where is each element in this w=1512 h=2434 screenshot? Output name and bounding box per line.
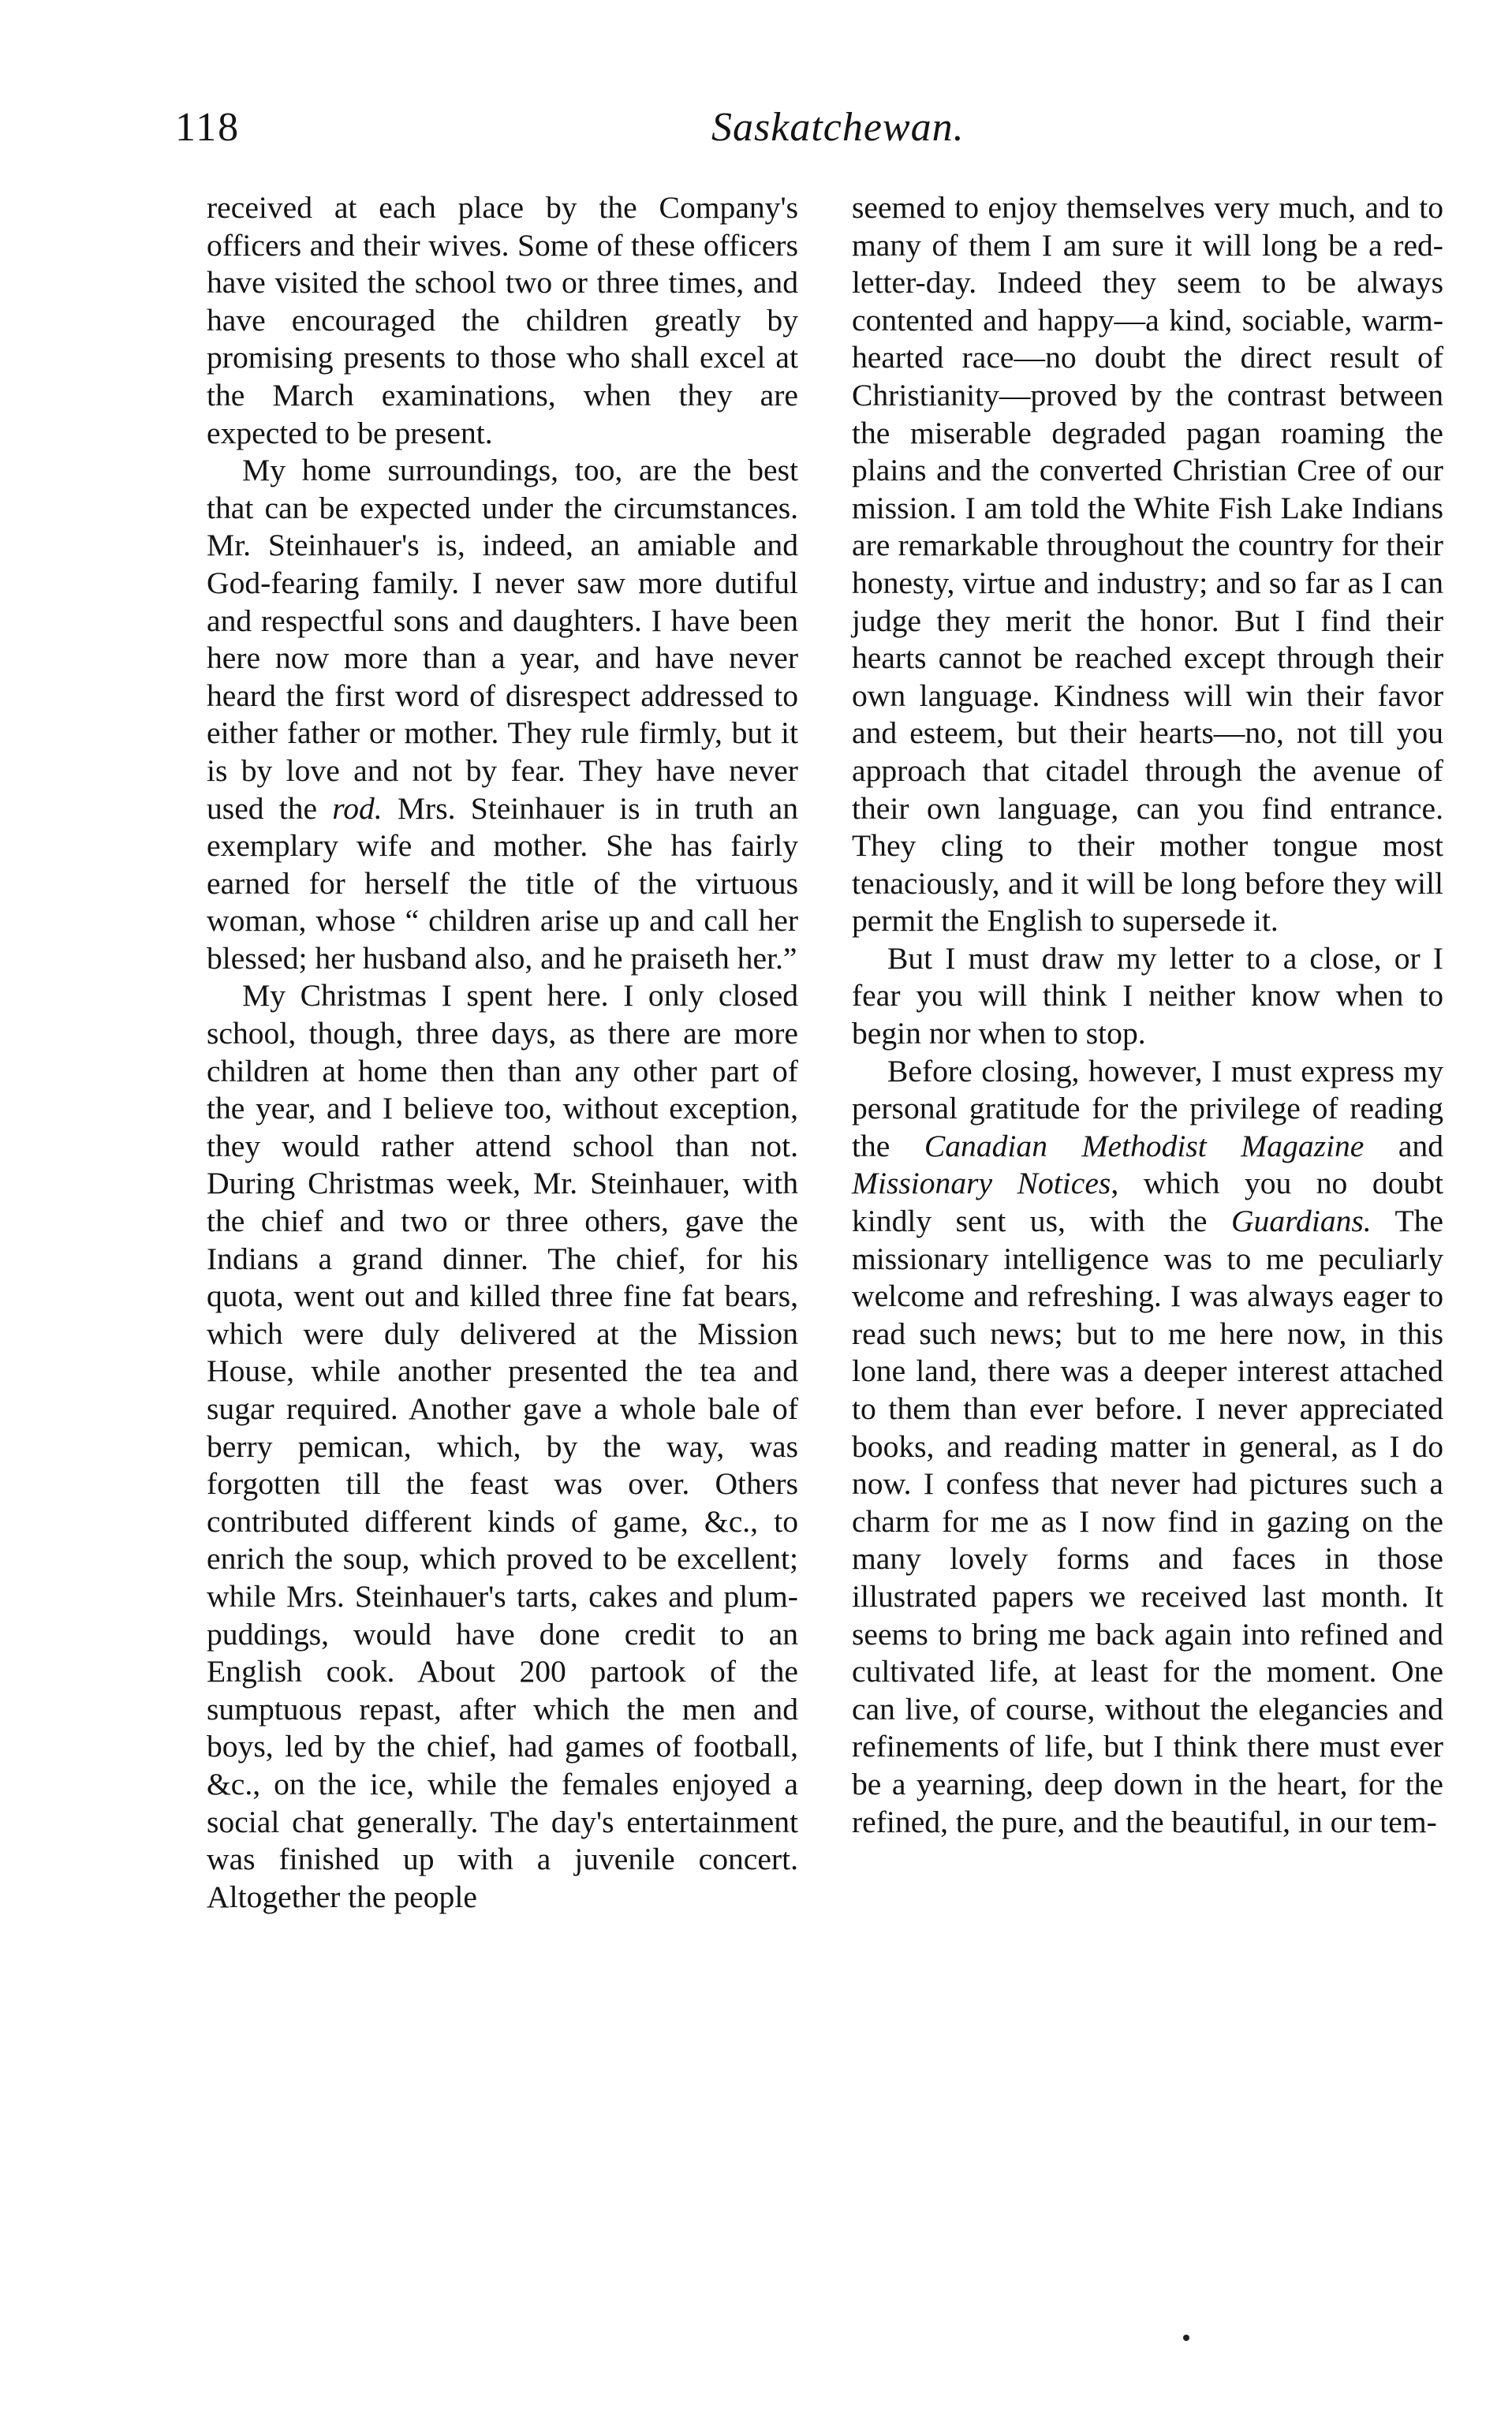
paragraph: seemed to enjoy themselves very much, and to many of them I am sure it will long be a red-letter-day. Indeed they seem to be always contented and happy—a kind, sociable, warm-hearted race—no doubt the direct result of Christianity—proved by the contrast between the miserable degraded pagan roaming the plains and the converted Christian Cree of our mission. I am told the White Fish Lake Indians are remarkable throughout the country for their honesty, virtue and industry; and so far as I can judge they merit the honor. But I find their hearts cannot be reached except through their own language. Kindness will win their favor and esteem, but their hearts—no, not till you approach that citadel through the avenue of their own language, can you find entrance. They cling to their mother tongue most tenaciously, and it will be long before they will permit the English to supersede it. bbox=[852, 190, 1443, 939]
text-run: The missionary intelligence was to me peculiarly welcome and refreshing. I was always eager to read such news; but to me here now, in this lone land, there was a deeper interest attached to them than ever before. I never appreciated books, and reading matter in general, as I do now. I confess that never had pictures such a charm for me as I now find in gazing on the many lovely forms and faces in those illustrated papers we received last month. It seems to bring me back again into refined and cultivated life, at least for the moment. One can live, of course, without the elegancies and refinements of life, but I think there must ever be a yearning, deep down in the heart, for the refined, the pure, and the beautiful, in our tem- bbox=[852, 1204, 1443, 1839]
right-column bbox=[852, 189, 1443, 1841]
paragraph bbox=[207, 452, 798, 977]
italic-title: Guardians. bbox=[1230, 1204, 1372, 1239]
text-run: , which you no doubt kindly sent us, with the bbox=[852, 1166, 1443, 1239]
text-run: Before closing, however, I must express my personal gratitude for the privilege of reading the bbox=[852, 1053, 1443, 1163]
page-header bbox=[175, 104, 965, 167]
text-run: My home surroundings, too, are the best that can be expected under the circumstances. Mr. Steinhauer's is, indeed, an amiable and God-fearing family. I never saw more dutiful and respectful sons and daughters. I have been here now more than a year, and have never heard the first word of disrespect addressed to either father or mother. They rule firmly, but it is by love and not by fear. They have never used the bbox=[207, 453, 798, 826]
ink-speck bbox=[1183, 2335, 1189, 2341]
paragraph bbox=[852, 1053, 1443, 1841]
italic-title: Canadian Methodist Magazine bbox=[924, 1128, 1365, 1163]
paragraph: received at each place by the Company's officers and their wives. Some of these officers have visited the school two or three times, and have encouraged the children greatly by promising presents to those who shall excel at the March examinations, when they are expected to be present. bbox=[207, 190, 798, 450]
left-column bbox=[207, 189, 798, 1916]
text-run: Mrs. Steinhauer is in truth an exemplary wife and mother. She has fairly earned for herself the title of the virtuous woman, whose “ children arise up and call her blessed; her husband also, and he praiseth her.” bbox=[207, 790, 798, 976]
paragraph: But I must draw my letter to a close, or I fear you will think I neither know when to begin nor when to stop. bbox=[852, 940, 1443, 1051]
page-number: 118 bbox=[175, 105, 241, 150]
text-run: and bbox=[1364, 1128, 1443, 1163]
italic-title: Missionary Notices bbox=[852, 1166, 1111, 1201]
italic-text: rod. bbox=[332, 790, 383, 826]
running-head: Saskatchewan. bbox=[711, 105, 965, 150]
paragraph: My Christmas I spent here. I only closed school, though, three days, as there are more children at home then than any other part of the year, and I believe too, without exception, they would rather attend school than not. During Christmas week, Mr. Steinhauer, with the chief and two or three others, gave the Indians a grand dinner. The chief, for his quota, went out and killed three fine fat bears, which were duly delivered at the Mission House, while another presented the tea and sugar required. Another gave a whole bale of berry pemican, which, by the way, was forgotten till the feast was over. Others contributed different kinds of game, &c., to enrich the soup, which proved to be excellent; while Mrs. Steinhauer's tarts, cakes and plum-puddings, would have done credit to an English cook. About 200 partook of the sumptuous repast, after which the men and boys, led by the chief, had games of football, &c., on the ice, while the females enjoyed a social chat generally. The day's entertainment was finished up with a juvenile concert. Altogether the people bbox=[207, 978, 798, 1914]
